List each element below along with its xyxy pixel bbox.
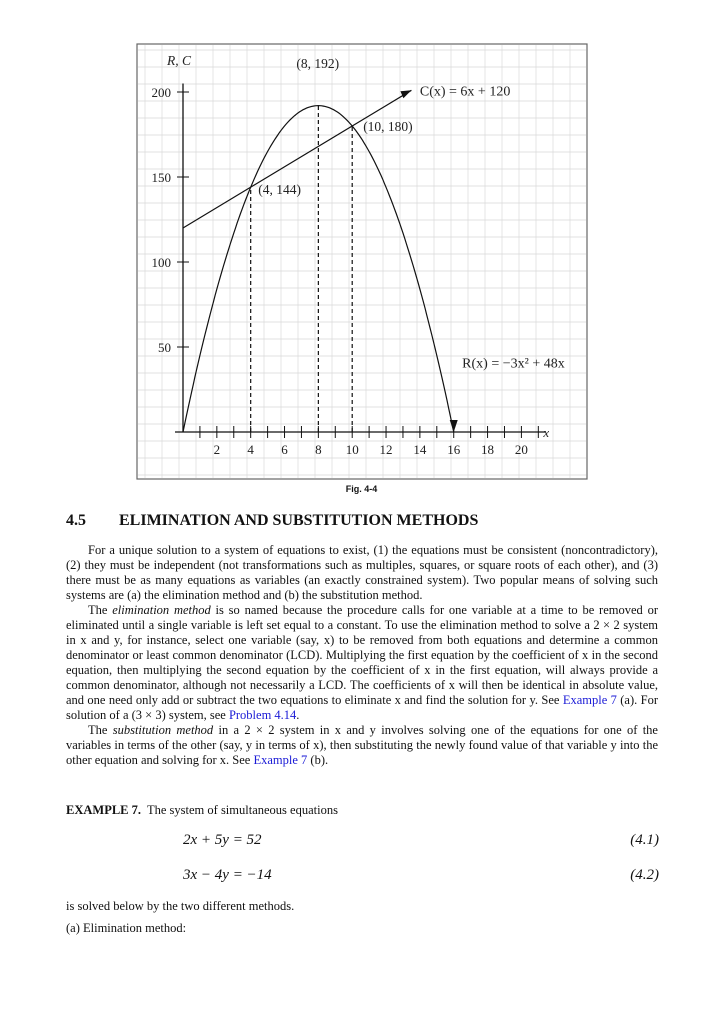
example-intro: The system of simultaneous equations — [147, 803, 338, 817]
x-tick-label: 6 — [281, 442, 288, 457]
part-a-label: (a) Elimination method: — [66, 921, 187, 935]
p3-text-c: (b). — [307, 753, 329, 767]
point-annotation: (8, 192) — [296, 56, 340, 72]
y-axis-label: R, C — [167, 52, 192, 68]
equation-number: (4.1) — [630, 832, 659, 848]
p2-text-a: The — [88, 603, 113, 617]
paragraph-3 — [66, 723, 658, 768]
y-tick-label: 100 — [151, 255, 171, 270]
section-title: ELIMINATION AND SUBSTITUTION METHODS — [119, 512, 479, 529]
x-tick-label: 20 — [514, 442, 528, 457]
p2-text-d: . — [296, 708, 300, 722]
p3-text-a: The — [88, 723, 113, 737]
point-annotation: (4, 144) — [258, 182, 302, 197]
x-tick-label: 8 — [315, 442, 322, 457]
y-tick-label: 50 — [158, 340, 171, 355]
example-after-text: is solved below by the two different methods. — [66, 899, 295, 913]
section-heading — [66, 512, 478, 530]
example-7-link-b[interactable]: Example 7 — [253, 753, 308, 767]
body-text — [66, 543, 658, 768]
example-heading — [66, 803, 338, 818]
x-tick-label: 16 — [447, 442, 461, 457]
p3-text-b: in a 2 × 2 system in x and y involves solving one of the equations for one of the variables in terms of the other (say, y in terms of x), then substituting the newly found value of that variable y into the other equation and solving for x. See — [66, 723, 658, 767]
paragraph-2 — [66, 603, 658, 723]
point-annotation: (10, 180) — [363, 119, 413, 135]
cost-line-label: C(x) = 6x + 120 — [419, 84, 511, 100]
plot-frame — [137, 44, 587, 479]
problem-4-14-link[interactable]: Problem 4.14 — [228, 708, 297, 722]
y-tick-label: 200 — [151, 85, 171, 100]
x-tick-label: 2 — [213, 442, 221, 457]
x-tick-label: 14 — [413, 442, 427, 457]
equation-expr: 3x − 4y = −14 — [183, 867, 272, 883]
section-number: 4.5 — [66, 512, 86, 529]
x-tick-label: 10 — [345, 442, 359, 457]
figure-4-4 — [0, 0, 723, 480]
p2-text-b: is so named because the procedure calls for one variable at a time to be removed or eliminated until a single variable is left set equal to a constant. To use the elimination method to solve a 2 × 2 system in x and y, for instance, select one variable (say, x) to be removed from both equations and determine a common denominator or least common denominator (LCD). Multiplying the first equation by the coefficient of x in the second equation, then multiplying the second equation by the coefficient of x in the first equation, will always provide a common denominator, although not necessarily a LCD. The coefficients of x will then be identical in absolute value, and one need only add or subtract the two equations to eliminate x and find the solution for y. See — [66, 603, 658, 707]
example-7-link[interactable]: Example 7 — [562, 693, 617, 707]
x-tick-label: 12 — [379, 442, 393, 457]
p2-text-c: (a). For solution of a (3 × 3) system, see — [66, 693, 658, 722]
x-tick-label: 18 — [481, 442, 495, 457]
example-label: EXAMPLE 7. — [66, 803, 141, 817]
p2-emphasis: elimination method — [112, 603, 211, 617]
equation-expr: 2x + 5y = 52 — [183, 832, 262, 848]
paragraph-1: For a unique solution to a system of equations to exist, (1) the equations must be consistent (noncontradictory), (2) they must be independent (not transformations such as multiples, squares, or square roots of each other), and (3) there must be as many equations as variables (an exactly constrained system). Two popular means of solving such systems are (a) the elimination method and (b) the substitution method. — [66, 543, 658, 602]
y-tick-label: 150 — [151, 170, 171, 185]
x-tick-label: 4 — [247, 442, 254, 457]
revenue-curve-label: R(x) = −3x² + 48x — [462, 356, 565, 372]
equation-number: (4.2) — [630, 867, 659, 883]
x-axis-label: x — [543, 425, 550, 440]
p3-emphasis: substitution method — [112, 723, 214, 737]
figure-caption: Fig. 4-4 — [345, 484, 378, 494]
